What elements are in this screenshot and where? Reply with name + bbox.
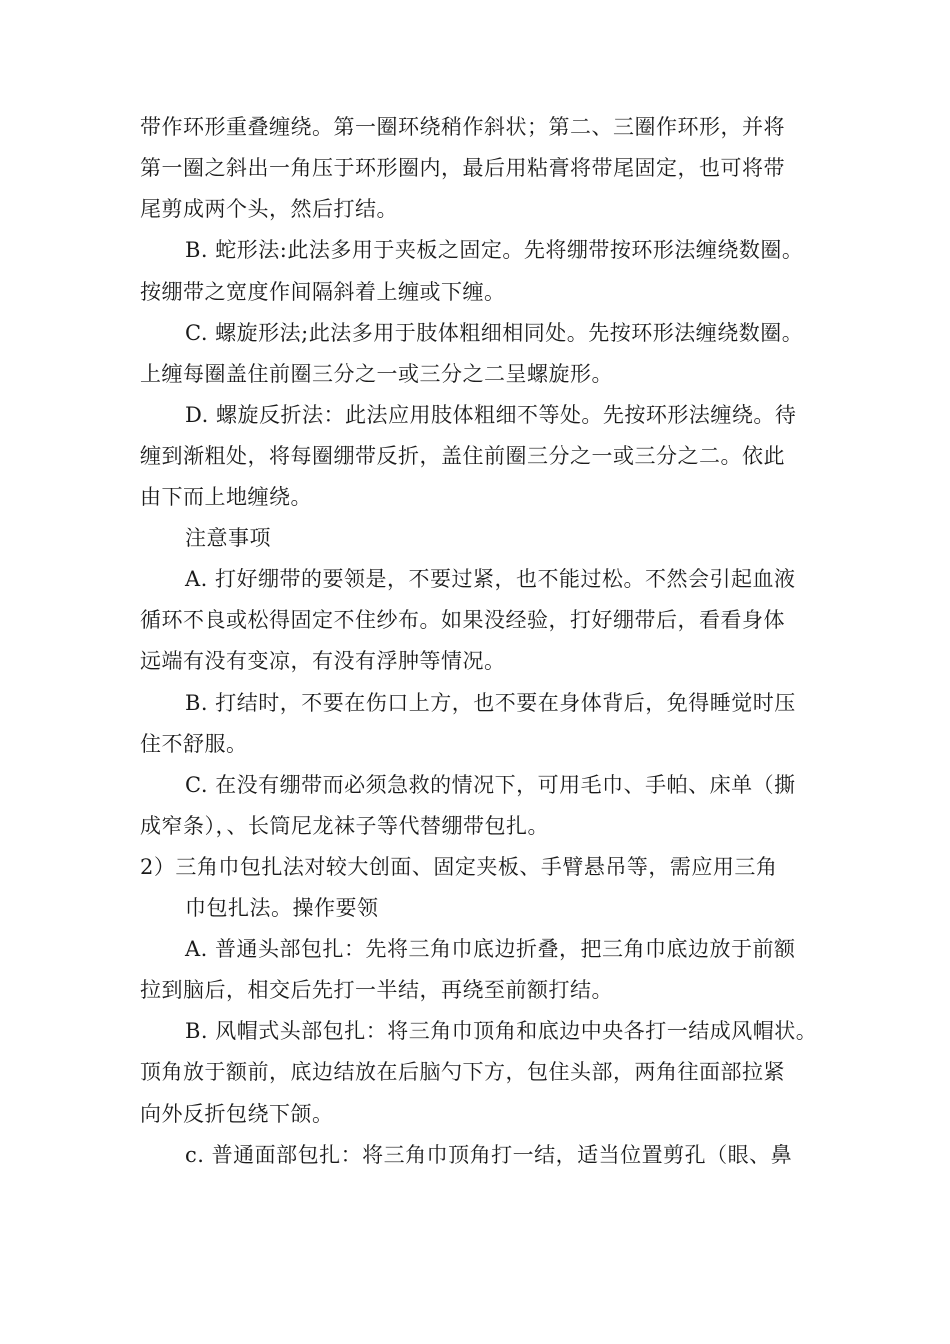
text-line: A. 普通头部包扎：先将三角巾底边折叠，把三角巾底边放于前额: [185, 937, 796, 961]
section-heading: 注意事项: [185, 526, 271, 550]
text-line: 循环不良或松得固定不住纱布。如果没经验，打好绷带后，看看身体: [140, 608, 785, 632]
text-line: 顶角放于额前，底边结放在后脑勺下方，包住头部，两角往面部拉紧: [140, 1060, 785, 1084]
text-line: B. 蛇形法:此法多用于夹板之固定。先将绷带按环形法缠绕数圈。: [185, 238, 804, 262]
text-line: 2）三角巾包扎法对较大创面、固定夹板、手臂悬吊等，需应用三角: [140, 855, 778, 879]
text-line: 住不舒服。: [140, 732, 248, 756]
text-line: 第一圈之斜出一角压于环形圈内，最后用粘膏将带尾固定，也可将带: [140, 156, 785, 180]
text-line: C. 在没有绷带而必须急救的情况下，可用毛巾、手帕、床单（撕: [185, 773, 796, 797]
text-line: 由下而上地缠绕。: [140, 485, 312, 509]
text-line: 巾包扎法。操作要领: [185, 896, 379, 920]
text-line: B. 风帽式头部包扎：将三角巾顶角和底边中央各打一结成风帽状。: [185, 1019, 818, 1043]
text-line: A. 打好绷带的要领是，不要过紧，也不能过松。不然会引起血液: [185, 567, 796, 591]
text-line: B. 打结时，不要在伤口上方，也不要在身体背后，免得睡觉时压: [185, 691, 796, 715]
text-line: 拉到脑后，相交后先打一半结，再绕至前额打结。: [140, 978, 613, 1002]
text-line: 尾剪成两个头，然后打结。: [140, 197, 398, 221]
text-line: 向外反折包绕下颌。: [140, 1102, 334, 1126]
text-line: 按绷带之宽度作间隔斜着上缠或下缠。: [140, 280, 506, 304]
text-line: 上缠每圈盖住前圈三分之一或三分之二呈螺旋形。: [140, 362, 613, 386]
text-line: 带作环形重叠缠绕。第一圈环绕稍作斜状；第二、三圈作环形，并将: [140, 115, 785, 139]
text-line: C. 螺旋形法;此法多用于肢体粗细相同处。先按环形法缠绕数圈。: [185, 321, 804, 345]
text-line: 缠到渐粗处，将每圈绷带反折，盖住前圈三分之一或三分之二。依此: [140, 444, 785, 468]
text-line: 远端有没有变凉，有没有浮肿等情况。: [140, 649, 506, 673]
text-line: 成窄条），、长筒尼龙袜子等代替绷带包扎。: [140, 814, 549, 838]
text-line: c. 普通面部包扎：将三角巾顶角打一结，适当位置剪孔（眼、鼻: [185, 1143, 793, 1167]
text-line: D. 螺旋反折法：此法应用肢体粗细不等处。先按环形法缠绕。待: [185, 403, 797, 427]
